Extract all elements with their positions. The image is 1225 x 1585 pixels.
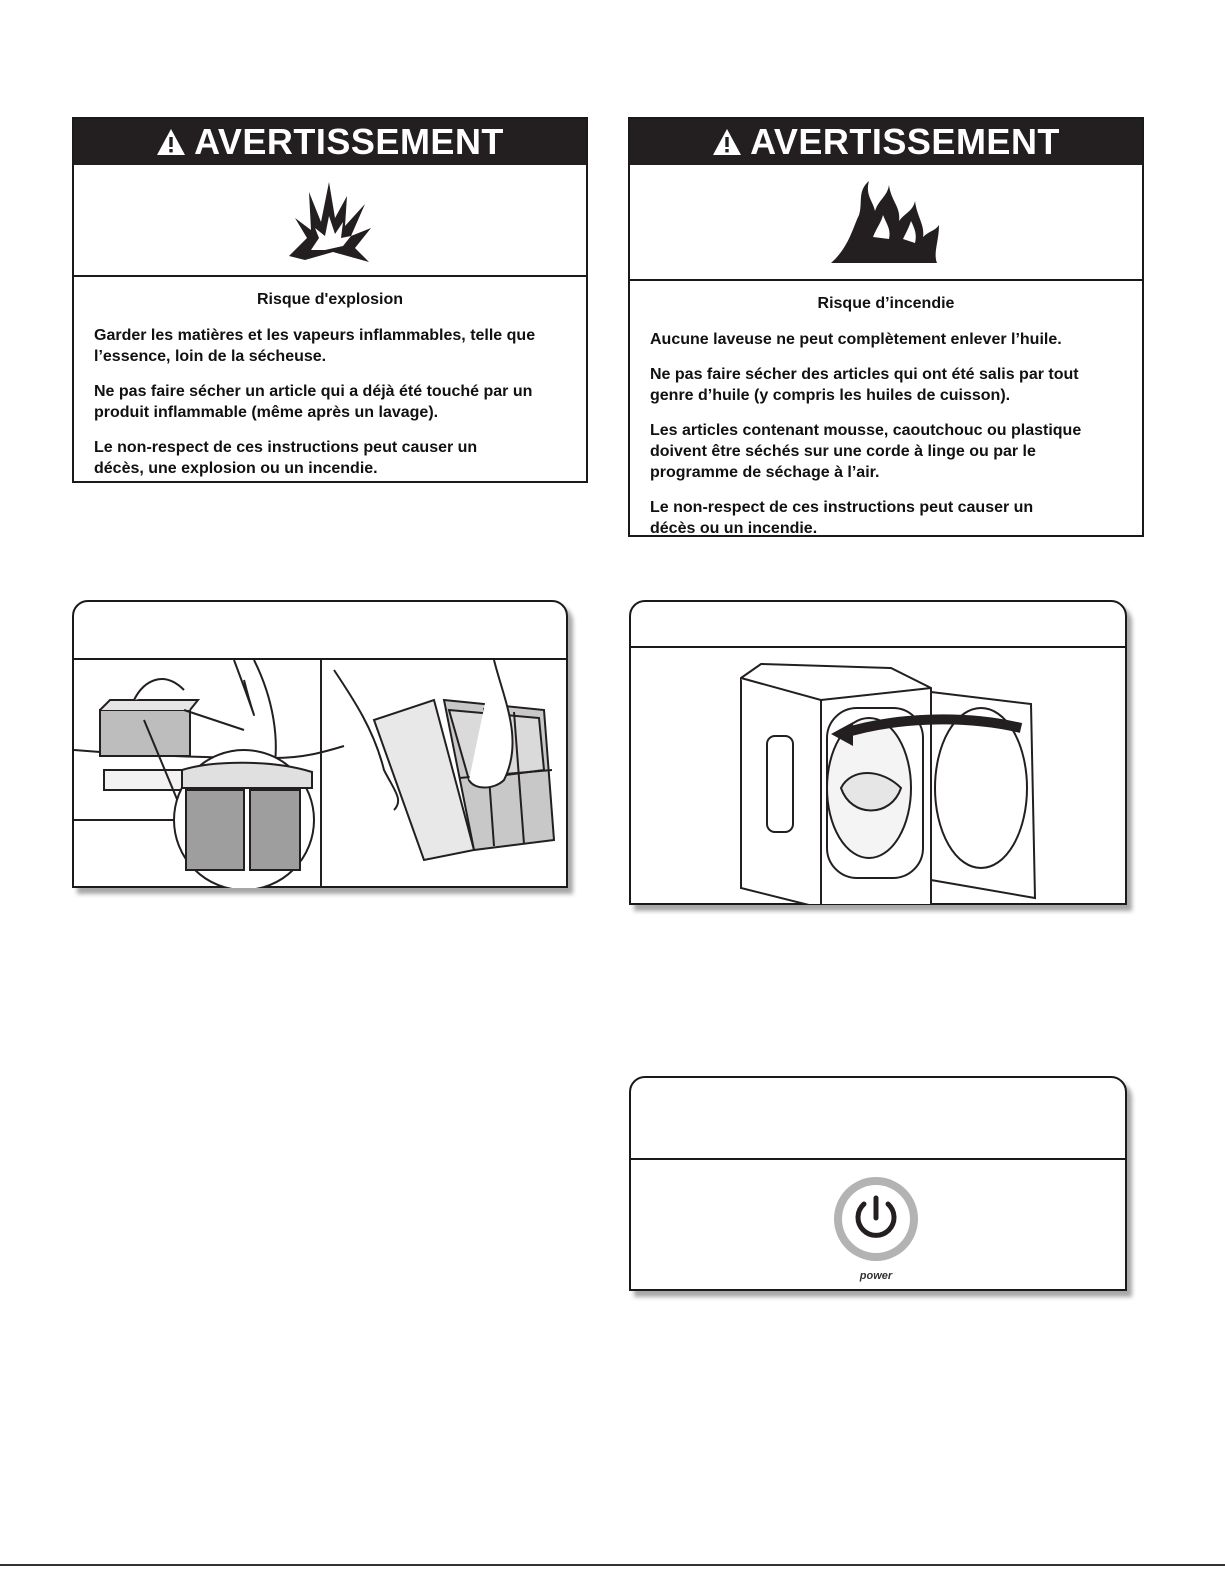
warning-icon-area — [74, 165, 586, 277]
warning-title: AVERTISSEMENT — [750, 121, 1060, 162]
warning-paragraph: Le non-respect de ces instructions peut causer un décès ou un incendie. — [650, 499, 1034, 537]
power-button[interactable] — [831, 1174, 921, 1264]
warning-paragraph: Aucune laveuse ne peut complètement enlever l’huile. — [650, 331, 1062, 348]
warning-paragraph: Les articles contenant mousse, caoutchouc ou plastique doivent être séchés sur une corde à linge ou par le programme de séchage à l’air. — [650, 422, 1082, 481]
warning-fire — [628, 117, 1144, 537]
fire-icon — [829, 177, 944, 267]
dryer-door-panel — [629, 600, 1127, 905]
lint-filter-illustration — [74, 660, 566, 888]
panel-header — [631, 1078, 1125, 1160]
warning-header — [74, 119, 586, 165]
risk-heading: Risque d'explosion — [256, 291, 404, 308]
dryer-illustration — [631, 648, 1125, 904]
warning-paragraph: Le non-respect de ces instructions peut causer un décès, une explosion ou un incendie. — [94, 439, 478, 477]
power-area — [631, 1160, 1125, 1291]
panel-header — [631, 602, 1125, 648]
warning-triangle-icon — [156, 128, 186, 156]
power-icon — [831, 1174, 921, 1264]
warning-body — [630, 281, 1142, 563]
power-panel — [629, 1076, 1127, 1291]
warning-header — [630, 119, 1142, 165]
footer-rule — [0, 1564, 1225, 1566]
panel-header — [74, 602, 566, 660]
warning-title: AVERTISSEMENT — [194, 121, 504, 162]
risk-heading: Risque d’incendie — [817, 295, 955, 312]
warning-paragraph: Garder les matières et les vapeurs inflammables, telle que l’essence, loin de la sécheuse. — [94, 327, 536, 365]
explosion-icon — [285, 178, 375, 263]
warning-icon-area — [630, 165, 1142, 281]
warning-triangle-icon — [712, 128, 742, 156]
warning-body — [74, 277, 586, 503]
lint-filter-panel — [72, 600, 568, 888]
power-label: power — [859, 1270, 893, 1282]
warning-explosion — [72, 117, 588, 483]
warning-paragraph: Ne pas faire sécher des articles qui ont été salis par tout genre d’huile (y compris les huiles de cuisson). — [650, 366, 1079, 404]
warning-paragraph: Ne pas faire sécher un article qui a déjà été touché par un produit inflammable (même après un lavage). — [94, 383, 533, 421]
